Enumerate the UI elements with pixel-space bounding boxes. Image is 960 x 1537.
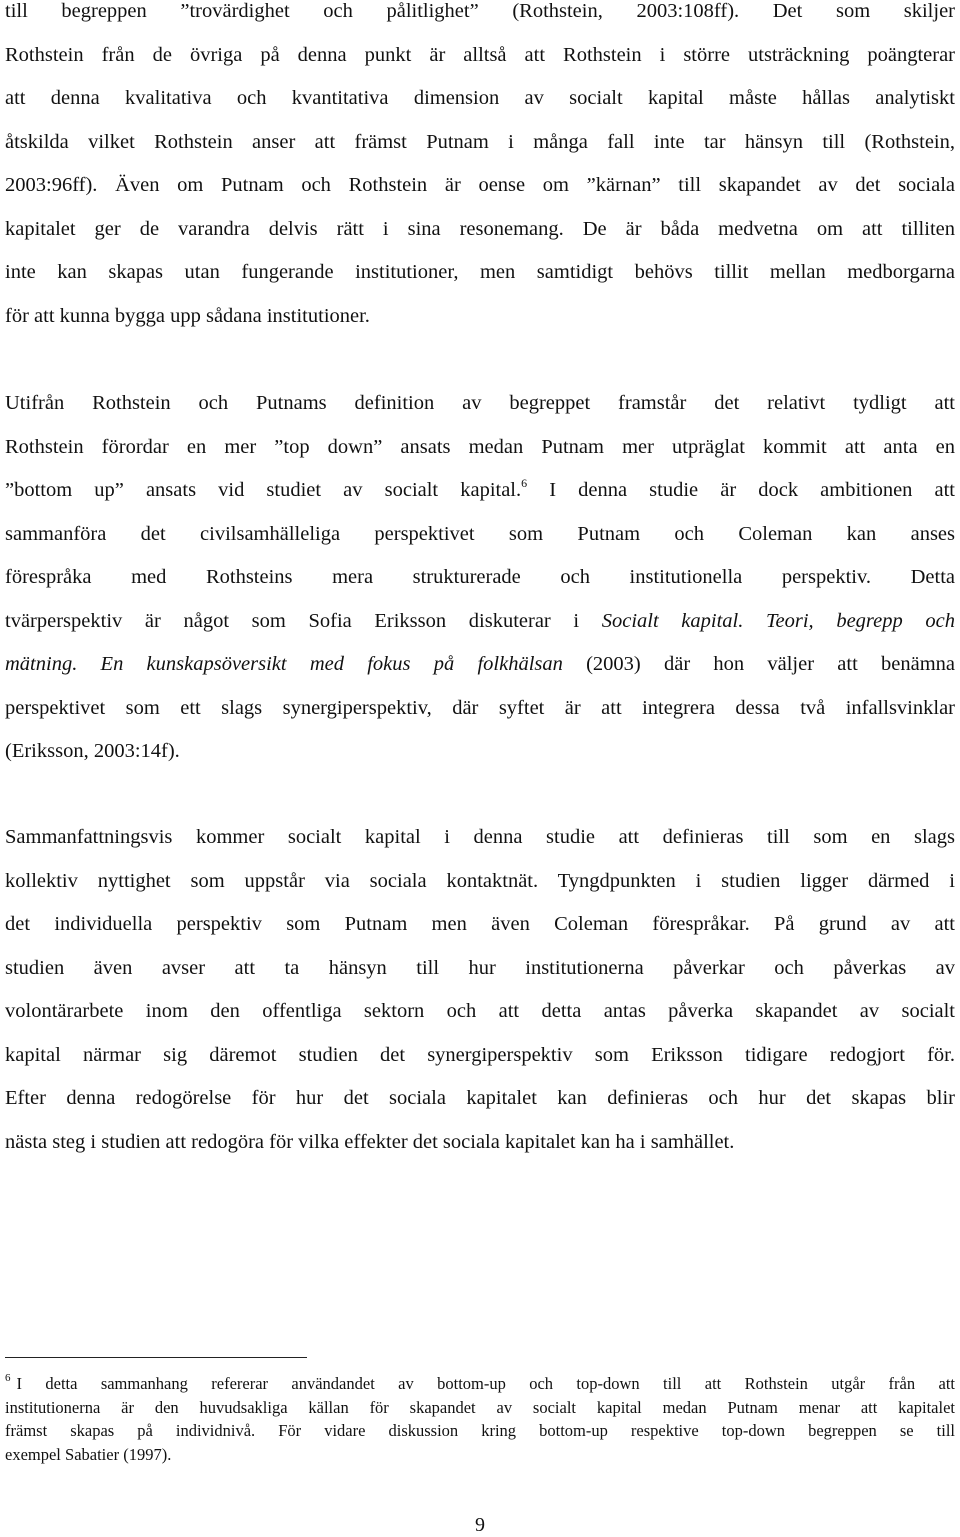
body-paragraph-1 [5, 0, 955, 338]
cited-work-title: mätning. En kunskapsöversikt med fokus på folkhälsan [5, 653, 563, 675]
text-line: Rothstein från de övriga på denna punkt är alltså att Rothstein i större utsträckning poängterar [5, 43, 955, 66]
text-line: nästa steg i studien att redogöra för vilka effekter det sociala kapitalet kan ha i samhället. [5, 1130, 735, 1153]
text-line: (Eriksson, 2003:14f). [5, 740, 180, 762]
text-line: Rothstein förordar en mer ”top down” ansats medan Putnam mer utpräglat kommit att anta en [5, 435, 955, 458]
body-paragraph-3 [5, 816, 955, 1164]
text-segment: I denna studie är dock ambitionen att [527, 479, 955, 501]
text-line: åtskilda vilket Rothstein anser att främst Putnam i många fall inte tar hänsyn till (Rothstein, [5, 130, 955, 153]
text-segment: ”bottom up” ansats vid studiet av socialt kapital. [5, 479, 522, 501]
text-line [5, 643, 955, 687]
text-line [5, 469, 955, 513]
text-line: för att kunna bygga upp sådana institutioner. [5, 304, 370, 327]
footnote-reference: 6 [521, 476, 528, 490]
text-line: att denna kvalitativa och kvantitativa dimension av socialt kapital måste hållas analytiskt [5, 87, 955, 109]
text-line: kollektiv nyttighet som uppstår via sociala kontaktnät. Tyngdpunkten i studien ligger därmed i [5, 869, 955, 892]
text-line: det individuella perspektiv som Putnam men även Coleman förespråkar. På grund av att [5, 913, 955, 935]
text-line: studien även avser att ta hänsyn till hur institutionerna påverkar och påverkas av [5, 956, 955, 979]
text-line: Utifrån Rothstein och Putnams definition av begreppet framstår det relativt tydligt att [5, 392, 955, 414]
text-line: kapital närmar sig däremot studien det synergiperspektiv som Eriksson tidigare redogjort för. [5, 1043, 955, 1066]
page-number: 9 [475, 1514, 485, 1536]
text-line: Sammanfattningsvis kommer socialt kapital i denna studie att definieras till som en slags [5, 826, 955, 848]
footnote-line: exempel Sabatier (1997). [5, 1444, 172, 1464]
cited-work-title: Socialt kapital. Teori, begrepp och [601, 609, 955, 632]
footnote-line [5, 1372, 955, 1396]
text-line: perspektivet som ett slags synergiperspektiv, där syftet är att integrera dessa två infallsvinklar [5, 696, 955, 719]
text-line: volontärarbete inom den offentliga sektorn och att detta antas påverka skapandet av socialt [5, 1000, 955, 1022]
text-line: sammanföra det civilsamhälleliga perspektivet som Putnam och Coleman kan anses [5, 522, 955, 545]
footnote-separator [5, 1357, 307, 1358]
text-line: Efter denna redogörelse för hur det sociala kapitalet kan definieras och hur det skapas blir [5, 1087, 955, 1109]
text-line: till begreppen ”trovärdighet och pålitlighet” (Rothstein, 2003:108ff). Det som skiljer [5, 0, 955, 22]
footnote [5, 1372, 955, 1466]
text-line: förespråka med Rothsteins mera strukturerade och institutionella perspektiv. Detta [5, 566, 955, 588]
text-line: kapitalet ger de varandra delvis rätt i sina resonemang. De är båda medvetna om att tilliten [5, 217, 955, 240]
text-line [5, 600, 955, 644]
footnote-text: I detta sammanhang refererar användandet av bottom-up och top-down till att Rothstein utgår från att [16, 1374, 955, 1393]
body-paragraph-2 [5, 382, 955, 774]
text-segment: tvärperspektiv är något som Sofia Eriksson diskuterar i [5, 609, 602, 632]
text-segment: (2003) där hon väljer att benämna [562, 653, 955, 675]
footnote-line: institutionerna är den huvudsakliga källan för skapandet av socialt kapital medan Putnam menar att kapitalet [5, 1397, 955, 1417]
text-line: inte kan skapas utan fungerande institutioner, men samtidigt behövs tillit mellan medborgarna [5, 261, 955, 283]
text-line: 2003:96ff). Även om Putnam och Rothstein är oense om ”kärnan” till skapandet av det sociala [5, 174, 955, 196]
footnote-line: främst skapas på individnivå. För vidare diskussion kring bottom-up respektive top-down begreppen se till [5, 1421, 955, 1441]
footnote-number: 6 [5, 1372, 11, 1384]
